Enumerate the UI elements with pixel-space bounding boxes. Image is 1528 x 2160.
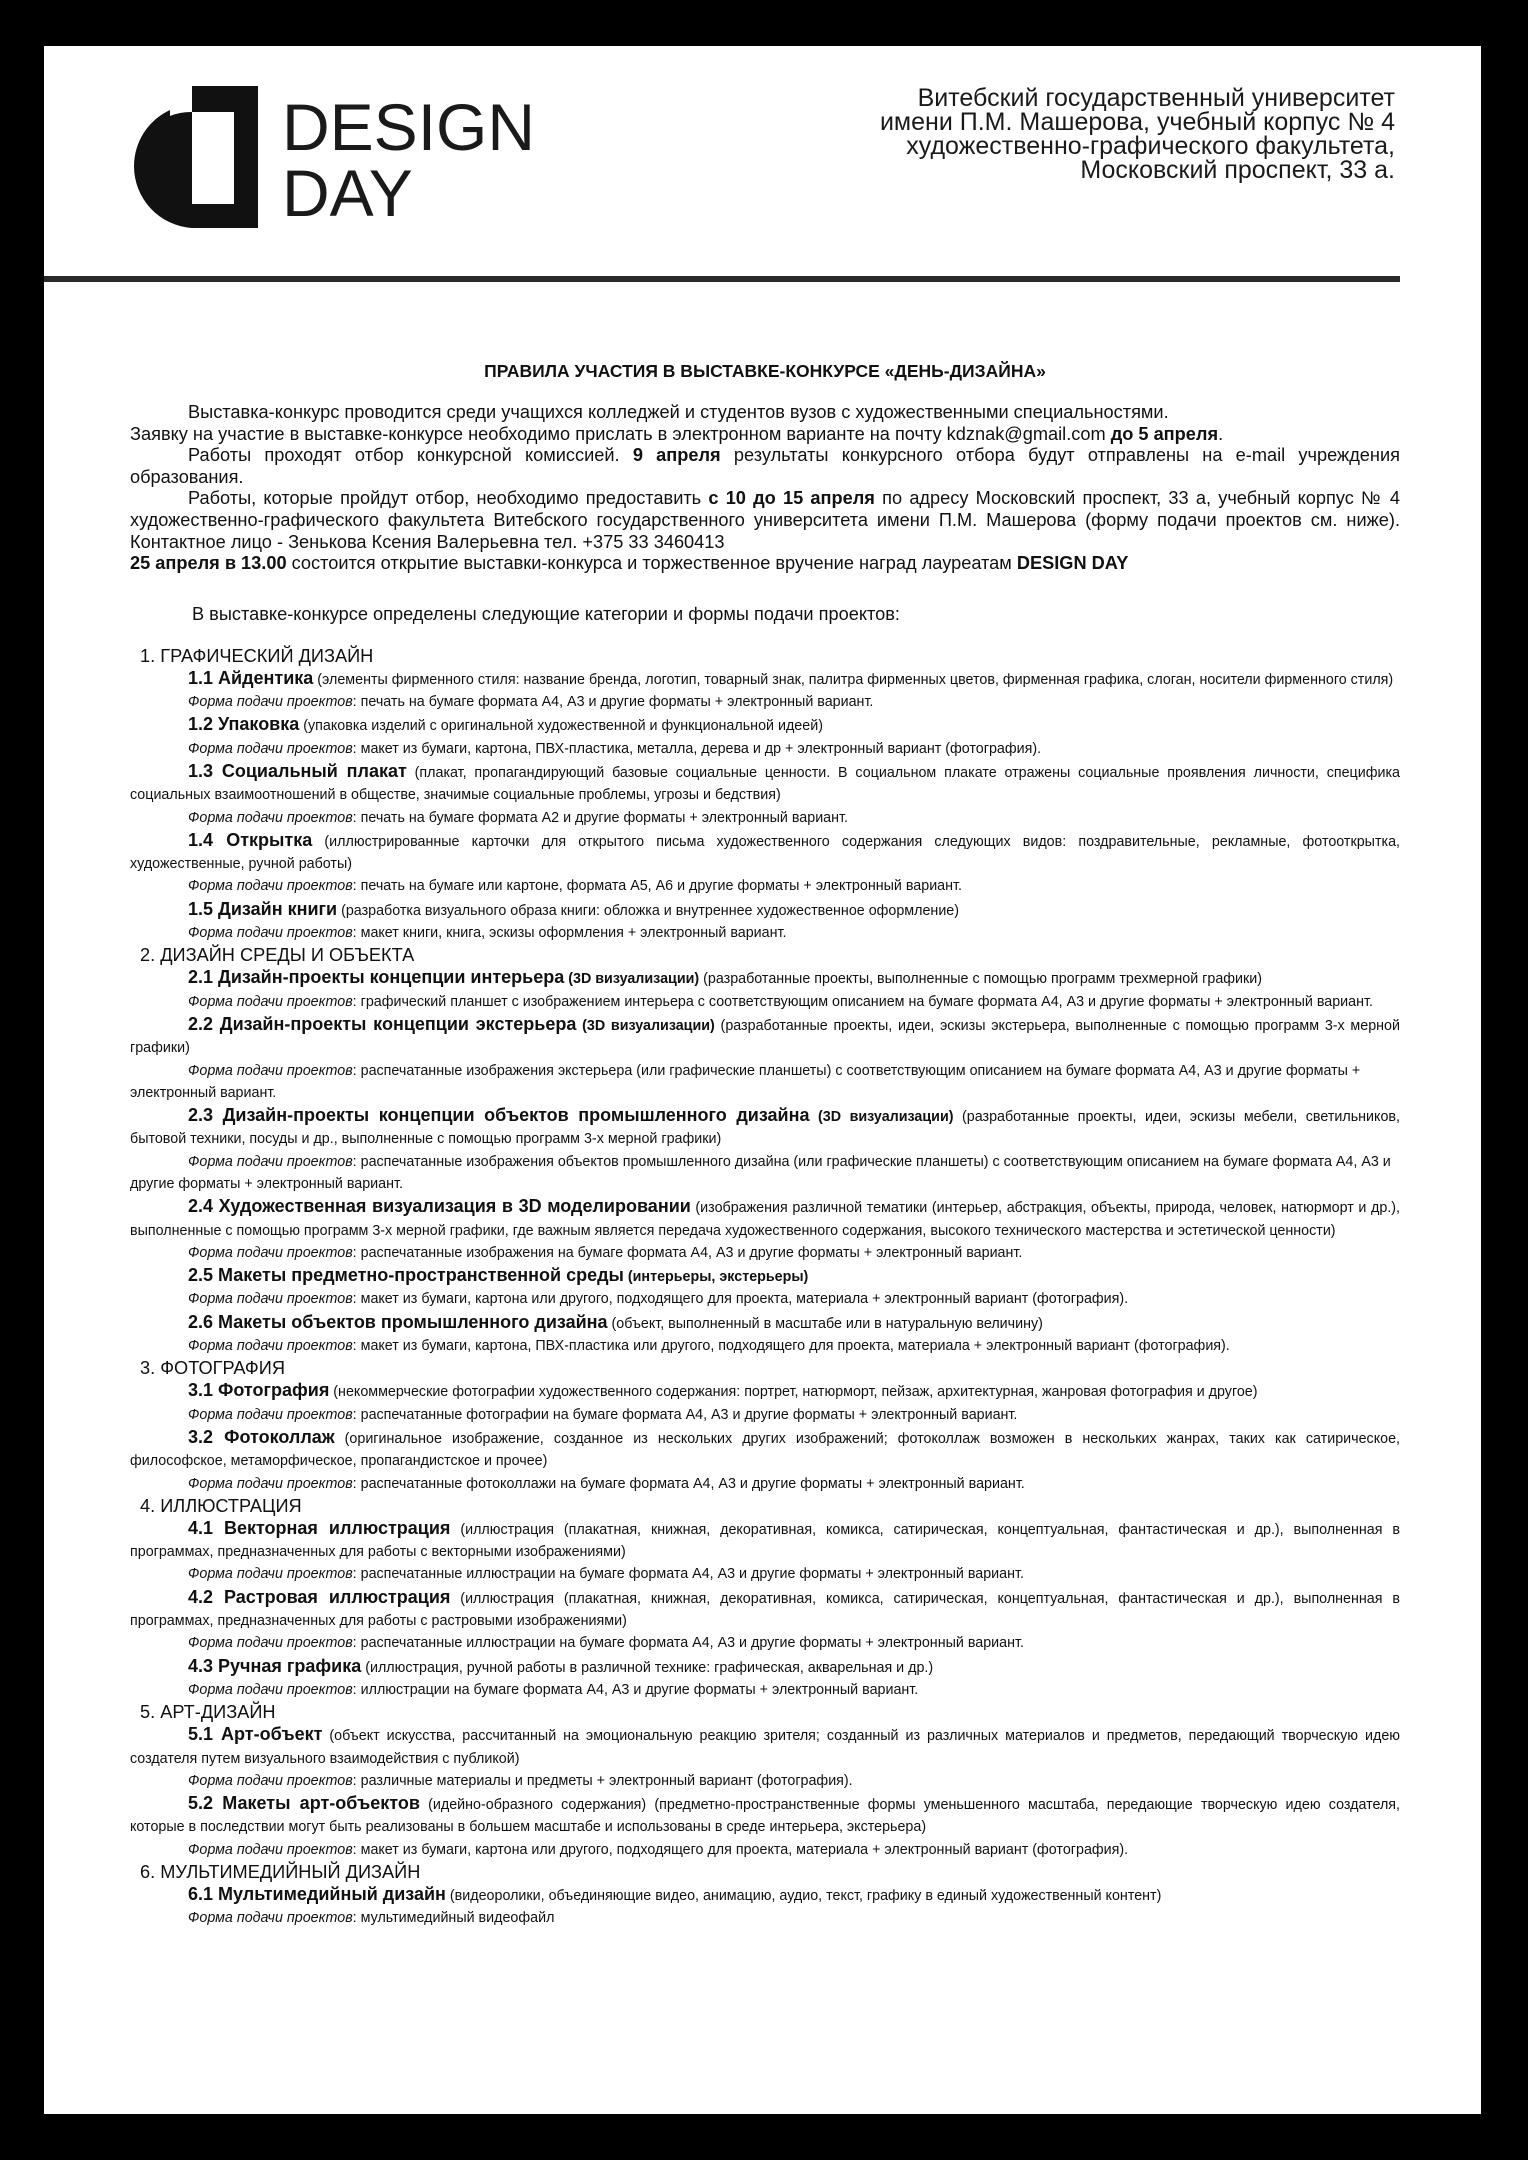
submission-form [130,1404,1400,1426]
item-name: 2.2 Дизайн-проекты концепции экстерьера [188,1013,577,1034]
item-name: 2.4 Художественная визуализация в 3D моделировании [188,1196,691,1217]
item-subtitle: (3D визуализации) [564,971,700,988]
submission-form-label: Форма подачи проектов [188,1841,353,1858]
submission-form [130,1907,1400,1929]
results-date: 9 апреля [632,445,721,466]
submission-form-text: : графический планшет с изображением интерьера с соответствующим описанием на бумаге формата А4, А3 и другие форматы + электронный вариант. [352,993,1373,1010]
item-description: (иллюстрированные карточки для открытого письма художественного содержания следующих видов: поздравительные, рекламные, фотооткрытка, художественные, ручной работы) [130,833,1400,873]
categories-list [130,645,1400,1930]
item-subtitle: (интерьеры, экстерьеры) [623,1269,809,1286]
item-name: 5.2 Макеты арт-объектов [188,1793,420,1814]
submission-form-label: Форма подачи проектов [188,1910,353,1927]
item-description: (оригинальное изображение, созданное из нескольких других изображений; фотоколлаж возможен в нескольких жанрах, таких как сатирическое, философское, метаморфическое, пропагандистское и прочее) [130,1430,1400,1470]
item-name: 2.3 Дизайн-проекты концепции объектов промышленного дизайна [188,1105,810,1126]
category-item [130,1586,1400,1633]
page-title: ПРАВИЛА УЧАСТИЯ В ВЫСТАВКЕ-КОНКУРСЕ «ДЕНЬ-ДИЗАЙНА» [484,361,1046,381]
submission-form [130,1060,1400,1105]
submission-form-text: : печать на бумаге формата А4, А3 и другие форматы + электронный вариант. [352,694,874,711]
intro-text: результаты конкурсного отбора будут отправлены на e-mail учреждения образования. [130,445,1400,487]
intro-text: . [1218,423,1224,444]
submission-form-label: Форма подачи проектов [188,1062,353,1079]
submission-form-label: Форма подачи проектов [188,1291,353,1308]
category-section [130,1701,1400,1861]
submission-form-text: : макет из бумаги, картона или другого, подходящего для проекта, материала + электронный вариант (фотография). [352,1841,1129,1858]
event-name: DESIGN DAY [1016,553,1129,574]
submission-form-text: : распечатанные иллюстрации на бумаге формата А4, А3 и другие форматы + электронный вариант. [352,1566,1024,1583]
item-description: (элементы фирменного стиля: название бренда, логотип, товарный знак, палитра фирменных цветов, фирменная графика, слоган, носители фирменного стиля) [313,671,1394,688]
item-description: (разработка визуального образа книги: обложка и внутреннее художественное оформление) [337,902,960,919]
category-section [130,645,1400,945]
category-item [130,1792,1400,1839]
item-description: (объект искусства, рассчитанный на эмоциональную реакцию зрителя; созданный из различных материалов и предметов, передающий творческую идею создателя путем визуального взаимодействия с публикой) [130,1728,1400,1767]
categories-intro: В выставке-конкурсе определены следующие категории и формы подачи проектов: [192,603,900,624]
submission-form-label: Форма подачи проектов [188,1772,353,1789]
category-item [130,898,1400,922]
address-line: Московский проспект, 33 а. [1080,156,1395,184]
category-item [130,1104,1400,1151]
submission-form-text: : иллюстрации на бумаге формата А4, А3 и другие форматы + электронный вариант. [352,1681,919,1698]
item-name: 4.1 Векторная иллюстрация [188,1517,451,1538]
item-description: (изображения различной тематики (интерьер, абстракция, объекты, природа, человек, натюрморт и др.), выполненные с помощью программ 3-х мерной графики, где важным является передача художественного содержания, высокого технического мастерства и эстетической ценности) [130,1200,1400,1239]
item-description: (иллюстрация (плакатная, книжная, декоративная, комикса, сатирическая, концептуальная, фантастическая и др.), выполненная в программах, предназначенных для работы с растровыми изображениями) [130,1590,1401,1630]
item-description: (плакат, пропагандирующий базовые социальные ценности. В социальном плакате отражены социальные проявления личности, специфика социальных взаимоотношений в обществе, значимые социальные проблемы, угрозы и бедствия) [130,764,1401,804]
poster-page [44,46,1481,2114]
submission-form-text: : распечатанные изображения на бумаге формата А4, А3 и другие форматы + электронный вариант. [352,1244,1023,1261]
intro-paragraph [130,402,1400,424]
intro-text: состоится открытие выставки-конкурса и торжественное вручение наград лауреатам [286,553,1017,574]
item-name: 1.1 Айдентика [188,667,314,688]
address-line: Витебский государственный университет [917,84,1395,112]
design-day-logo [130,82,550,232]
submission-dates: с 10 до 15 апреля [708,488,875,509]
logo-line-design: DESIGN [282,90,536,164]
category-item [130,1426,1400,1473]
submission-form-text: : печать на бумаге или картоне, формата А5, А6 и другие форматы + электронный вариант. [352,878,962,895]
submission-form-label: Форма подачи проектов [188,1338,353,1355]
intro-paragraph [130,553,1400,575]
category-item [130,1517,1400,1564]
submission-form [130,875,1400,897]
logo-line-day: DAY [282,156,413,230]
submission-form [130,1288,1400,1310]
rules-content [130,360,1400,1930]
submission-form-text: : печать на бумаге формата А2 и другие форматы + электронный вариант. [352,809,848,826]
submission-form-text: : макет из бумаги, картона или другого, подходящего для проекта, материала + электронный вариант (фотография). [352,1291,1129,1308]
submission-form-label: Форма подачи проектов [188,878,353,895]
category-section [130,1495,1400,1701]
category-item [130,1883,1400,1907]
category-item [130,1013,1400,1060]
category-item [130,1195,1400,1242]
submission-form-text: : распечатанные иллюстрации на бумаге формата А4, А3 и другие форматы + электронный вариант. [352,1635,1024,1652]
intro-text: Работы проходят отбор конкурсной комиссией. [188,445,633,466]
item-name: 4.3 Ручная графика [188,1655,362,1676]
category-item [130,1311,1400,1335]
item-description: (разработанные проекты, идеи, эскизы мебели, светильников, бытовой техники, посуды и др., выполненные с помощью программ 3-х мерной графики) [130,1109,1400,1148]
submission-form-label: Форма подачи проектов [188,925,353,942]
intro-paragraph [130,488,1400,553]
submission-form-label: Форма подачи проектов [188,1244,353,1261]
item-name: 2.6 Макеты объектов промышленного дизайна [188,1311,608,1332]
submission-form-text: : распечатанные изображения объектов промышленного дизайна (или графические планшеты) с соответствующим описанием на бумаге формата А4, А3 и другие форматы + электронный вариант. [130,1153,1391,1192]
item-description: (разработанные проекты, идеи, эскизы экстерьера, выполненные с помощью программ 3-х мерной графики) [130,1017,1400,1057]
deadline-date: до 5 апреля [1110,423,1219,444]
category-item [130,667,1400,691]
logo-wordmark [282,90,536,230]
submission-form [130,1335,1400,1357]
logo-mark-icon [130,82,262,232]
submission-form [130,922,1400,944]
item-name: 3.2 Фотоколлаж [188,1426,335,1447]
item-description: (некоммерческие фотографии художественного содержания: портрет, натюрморт, пейзаж, архитектурная, жанровая фотография и другое) [329,1384,1258,1401]
category-item [130,1379,1400,1403]
item-name: 1.3 Социальный плакат [188,760,407,781]
address-block [695,86,1395,182]
submission-form-text: : распечатанные изображения экстерьера (или графические планшеты) с соответствующим описанием на бумаге формата А4, А3 и другие форматы + электронный вариант. [130,1062,1361,1101]
item-name: 4.2 Растровая иллюстрация [188,1586,451,1607]
submission-form [130,1151,1400,1196]
submission-form [130,1242,1400,1264]
category-item [130,966,1400,990]
header-divider [44,276,1400,282]
item-description: (объект, выполненный в масштабе или в натуральную величину) [607,1315,1043,1332]
submission-form-text: : макет книги, книга, эскизы оформления + электронный вариант. [352,925,787,942]
submission-form-text: : распечатанные фотоколлажи на бумаге формата А4, А3 и другие форматы + электронный вариант. [352,1475,1025,1492]
category-title: 5. АРТ-ДИЗАЙН [140,1702,276,1723]
category-item [130,760,1400,807]
category-title: 4. ИЛЛЮСТРАЦИЯ [140,1495,302,1516]
item-description: (упаковка изделий с оригинальной художественной и функциональной идеей) [299,718,823,735]
category-title: 6. МУЛЬТИМЕДИЙНЫЙ ДИЗАЙН [140,1862,421,1882]
category-section [130,1861,1400,1930]
submission-form-label: Форма подачи проектов [188,1475,353,1492]
submission-form-label: Форма подачи проектов [188,809,353,826]
submission-form-label: Форма подачи проектов [188,1153,353,1170]
category-item [130,829,1400,876]
submission-form-text: : мультимедийный видеофайл [352,1910,555,1927]
item-name: 2.5 Макеты предметно-пространственной среды [188,1265,624,1286]
category-section [130,944,1400,1357]
item-name: 3.1 Фотография [188,1380,330,1401]
submission-form-label: Форма подачи проектов [188,740,353,757]
submission-form-label: Форма подачи проектов [188,993,353,1010]
item-name: 1.4 Открытка [188,829,313,850]
item-description: (иллюстрация (плакатная, книжная, декоративная, комикса, сатирическая, концептуальная, фантастическая и др.), выполненная в программах, предназначенных для работы с векторными изображениями) [130,1521,1400,1561]
category-item [130,1264,1400,1288]
category-section [130,1357,1400,1494]
intro-text: Работы, которые пройдут отбор, необходимо предоставить [188,488,709,509]
submission-form-text: : макет из бумаги, картона, ПВХ-пластика, металла, дерева и др + электронный вариант (фотография). [352,740,1042,757]
address-line: имени П.М. Машерова, учебный корпус № 4 [879,108,1395,136]
address-line: художественно-графического факультета, [906,132,1395,160]
item-name: 5.1 Арт-объект [188,1724,323,1745]
submission-form-text: : распечатанные фотографии на бумаге формата А4, А3 и другие форматы + электронный вариант. [352,1406,1018,1423]
intro-text: по адресу Московский проспект, 33 а, учебный корпус № 4 художественно-графического факультета Витебского государственного университета имени П.М. Машерова (форму подачи проектов см. ниже). Контактное лицо - Зенькова Ксения Валерьевна тел. +375 33 3460413 [130,488,1401,552]
intro-block [130,402,1400,575]
intro-text: Выставка-конкурс проводится среди учащихся колледжей и студентов вузов с художественными специальностями. [188,402,1169,422]
item-description: (идейно-образного содержания) (предметно-пространственные формы уменьшенного масштаба, передающие творческую идею создателя, которые в последствии могут быть реализованы в большем масштабе и использованы в среде интерьера, экстерьера) [130,1797,1401,1836]
category-title: 2. ДИЗАЙН СРЕДЫ И ОБЪЕКТА [140,945,415,966]
item-description: (разработанные проекты, выполненные с помощью программ трехмерной графики) [699,971,1263,988]
submission-form [130,1770,1400,1792]
item-name: 6.1 Мультимедийный дизайн [188,1884,446,1904]
item-description: (иллюстрация, ручной работы в различной технике: графическая, акварельная и др.) [361,1659,934,1676]
category-title: 1. ГРАФИЧЕСКИЙ ДИЗАЙН [140,645,374,666]
item-subtitle: (3D визуализации) [576,1017,715,1034]
submission-form [130,1563,1400,1585]
intro-text: Заявку на участие в выставке-конкурсе необходимо прислать в электронном варианте на почту kdznak@gmail.com [130,423,1111,444]
submission-form-label: Форма подачи проектов [188,1681,353,1698]
category-item [130,713,1400,737]
submission-form [130,1839,1400,1861]
submission-form-text: : различные материалы и предметы + электронный вариант (фотография). [352,1772,853,1789]
item-subtitle: (3D визуализации) [809,1109,954,1126]
submission-form [130,691,1400,713]
submission-form-label: Форма подачи проектов [188,1566,353,1583]
item-description: (видеоролики, объединяющие видео, анимацию, аудио, текст, графику в единый художественный контент) [445,1888,1162,1904]
submission-form [130,1679,1400,1701]
submission-form [130,738,1400,760]
submission-form [130,991,1400,1013]
item-name: 1.5 Дизайн книги [188,898,338,919]
submission-form-label: Форма подачи проектов [188,1635,353,1652]
opening-date: 25 апреля в 13.00 [130,553,287,574]
category-item [130,1655,1400,1679]
submission-form-label: Форма подачи проектов [188,1406,353,1423]
submission-form [130,807,1400,829]
submission-form-label: Форма подачи проектов [188,694,353,711]
item-name: 2.1 Дизайн-проекты концепции интерьера [188,967,565,988]
item-name: 1.2 Упаковка [188,714,300,735]
submission-form [130,1632,1400,1654]
submission-form-text: : макет из бумаги, картона, ПВХ-пластика или другого, подходящего для проекта, материала + электронный вариант (фотография). [352,1338,1230,1355]
submission-form [130,1473,1400,1495]
intro-paragraph [130,445,1400,488]
category-title: 3. ФОТОГРАФИЯ [140,1358,285,1379]
category-item [130,1723,1400,1770]
intro-paragraph [130,424,1400,446]
